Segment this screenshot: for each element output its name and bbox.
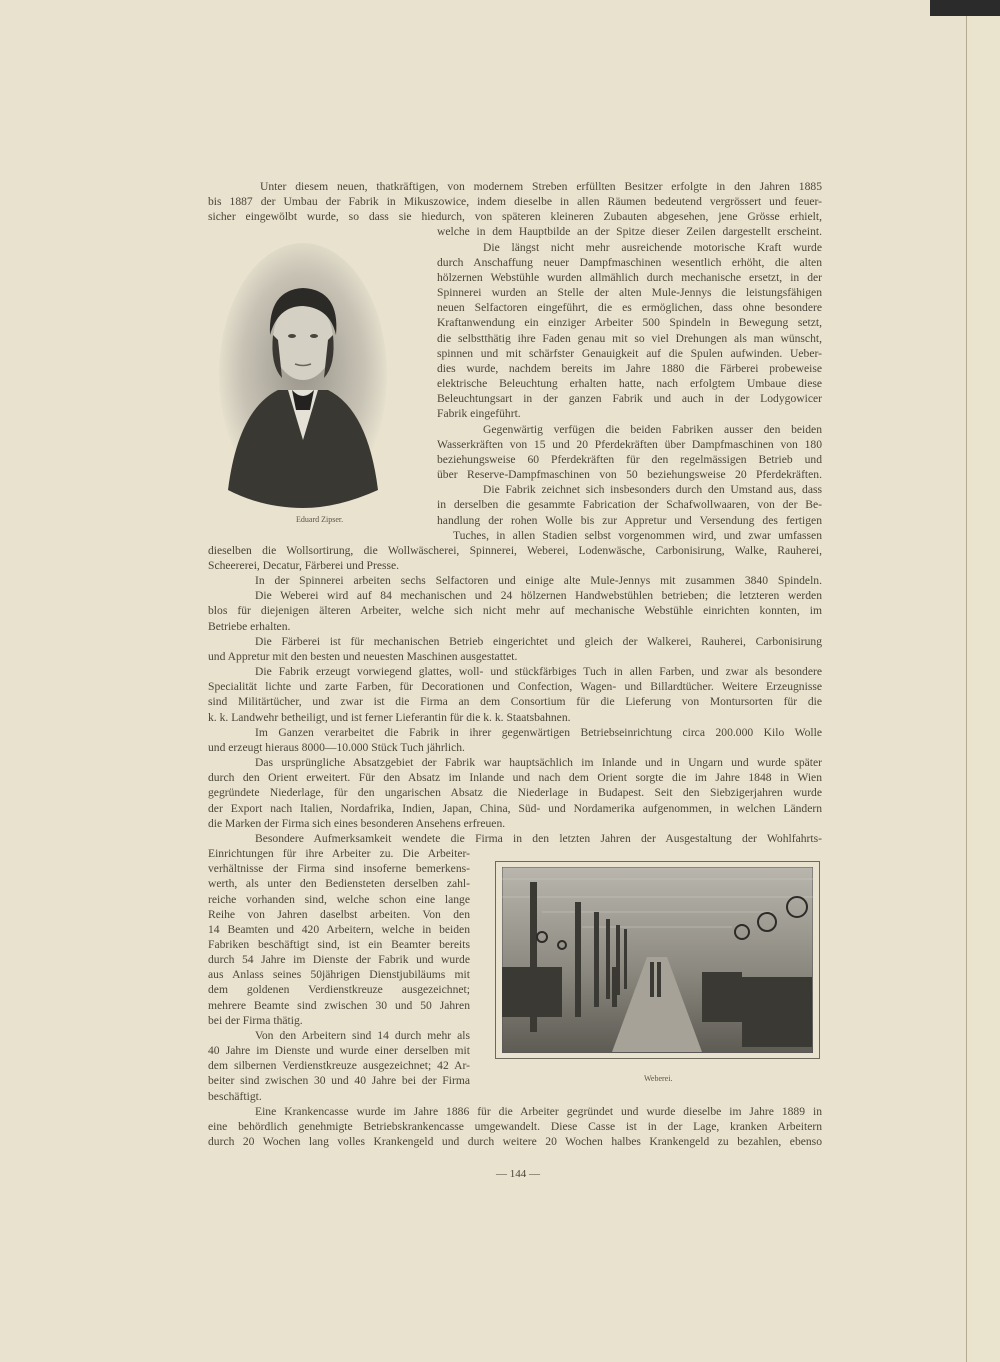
scan-background-strip xyxy=(930,0,1000,16)
text-line: Fabriken beschäftigt sind, ist ein Beamter bereits xyxy=(208,938,470,951)
text-line: sicher eingewölbt wurde, so dass sie hiedurch, von späteren kleineren Zubauten abgesehen, jene Grösse erhielt, xyxy=(208,210,822,224)
text-line: blos für diejenigen älteren Arbeiter, welche sich nicht mehr auf mechanische Webstühle einrichten konnten, im xyxy=(208,604,822,618)
text-line: Wasserkräften von 15 und 20 Pferdekräften über Dampfmaschinen von 180 xyxy=(437,437,822,451)
page-number: — 144 — xyxy=(496,1168,540,1180)
text-line: neuen Selfactoren eingeführt, die es ermöglichen, dass ohne besondere xyxy=(437,301,822,315)
text-line: dieselben die Wollsortirung, die Wollwäscherei, Spinnerei, Weberei, Lodenwäsche, Carbonisirung, Walke, Rauherei, xyxy=(208,543,822,557)
text-line: Betriebe erhalten. xyxy=(208,619,291,633)
text-line: Fabrik eingeführt. xyxy=(437,407,521,421)
text-line: spinnen und mit schärfster Genauigkeit auf die Spulen aufwinden. Ueber- xyxy=(437,346,822,360)
portrait-image-eduard-zipser xyxy=(218,240,388,510)
text-line: beiter sind zwischen 30 und 40 Jahre bei der Firma xyxy=(208,1074,470,1088)
text-line: verhältnisse der Firma sind insoferne bemerkens- xyxy=(208,862,470,876)
portrait-caption: Eduard Zipser. xyxy=(296,515,344,524)
text-line: werth, als unter den Bediensteten derselben zahl- xyxy=(208,877,470,891)
text-line: in derselben die gesammte Fabrication der Schafwollwaaren, von der Be- xyxy=(437,498,822,512)
text-line: die selbstthätig ihre Faden genau mit so viel Drehungen als man wünscht, xyxy=(437,331,822,345)
text-line: bis 1887 der Umbau der Fabrik in Mikuszowice, indem dieselbe in allen Räumen bedeutend vergrössert und feuer- xyxy=(208,195,822,209)
weberei-caption: Weberei. xyxy=(644,1074,673,1083)
text-line: beschäftigt. xyxy=(208,1089,262,1103)
text-line: Scheererei, Decatur, Färberei und Presse. xyxy=(208,559,400,572)
text-line: Die Färberei ist für mechanischen Betrieb eingerichtet und gleich der Walkerei, Rauherei, Carbonisirung xyxy=(255,634,822,648)
text-line: sind Militärtücher, und zwar ist die Firma an dem Consortium für die Lieferung von Montursorten für die xyxy=(208,695,822,709)
text-line: Spinnerei wurden an Stelle der alten Mule-Jennys die leistungsfähigen xyxy=(437,286,822,300)
text-line: handlung der rohen Wolle bis zur Appretur und Versendung des fertigen xyxy=(437,513,822,527)
text-line: reiche vorhanden sind, welche schon eine lange xyxy=(208,892,470,906)
text-line: dem silbernen Verdienstkreuze ausgezeichnet; 42 Ar- xyxy=(208,1059,470,1073)
text-line: 14 Beamten und 420 Arbeitern, welche in beiden xyxy=(208,922,470,936)
text-line: dem goldenen Verdienstkreuze ausgezeichnet; xyxy=(208,983,470,997)
text-line: durch 20 Wochen lang volles Krankengeld und durch weitere 20 Wochen halbes Krankengeld zu bezahlen, ebenso xyxy=(208,1135,822,1149)
text-line: dies wurde, nachdem bereits im Jahre 1880 die Färberei probeweise xyxy=(437,361,822,375)
text-line: mehrere Beamte sind zwischen 30 und 50 Jahren xyxy=(208,998,470,1012)
text-line: aus Anlass seines 50jährigen Dienstjubiläums mit xyxy=(208,968,470,982)
text-line: Das ursprüngliche Absatzgebiet der Fabrik war hauptsächlich im Inlande und in Ungarn und wurde später xyxy=(255,756,822,770)
text-line: durch 54 Jahre im Dienste der Fabrik und wurde xyxy=(208,953,470,967)
text-line: Von den Arbeitern sind 14 durch mehr als xyxy=(255,1028,470,1042)
text-line: elektrische Beleuchtung erhalten hatte, nach erfolgtem Umbaue diese xyxy=(437,377,822,391)
text-line: über Reserve-Dampfmaschinen von 50 beziehungsweise 20 Pferdekräften. xyxy=(437,468,822,482)
text-line: Die Weberei wird auf 84 mechanischen und 24 hölzernen Handwebstühlen betrieben; die letzteren werden xyxy=(255,589,822,603)
text-line: gegründete Niederlage, für den ungarischen Absatz die Niederlage in Budapest. Seit den Siebzigerjahren wurde xyxy=(208,786,822,800)
text-line: Einrichtungen für ihre Arbeiter zu. Die Arbeiter- xyxy=(208,847,470,861)
text-line: In der Spinnerei arbeiten sechs Selfactoren und einige alte Mule-Jennys mit zusammen 3840 Spindeln. xyxy=(255,574,822,588)
text-line: Im Ganzen verarbeitet die Fabrik in ihrer gegenwärtigen Betriebseinrichtung circa 200.000 Kilo Wolle xyxy=(255,725,822,739)
text-line: die Marken der Firma sich eines besonderen Ansehens erfreuen. xyxy=(208,816,506,830)
text-line: 40 Jahre im Dienste und wurde einer derselben mit xyxy=(208,1044,470,1058)
facing-page-edge xyxy=(966,16,1000,1362)
text-line: eine behördlich genehmigte Betriebskrankencasse umgewandelt. Diese Casse ist in der Lage, kranken Arbeitern xyxy=(208,1119,822,1133)
text-line: Beleuchtungsart in der ganzen Fabrik und auch in der Lodygowicer xyxy=(437,392,822,406)
text-line: Unter diesem neuen, thatkräftigen, von modernem Streben erfüllten Besitzer erfolgte in den Jahren 1885 xyxy=(260,180,822,193)
text-line: bei der Firma thätig. xyxy=(208,1013,303,1027)
text-line: der Export nach Italien, Nordafrika, Indien, Japan, China, Süd- und Nordamerika aufgenommen, in welchen Ländern xyxy=(208,801,822,815)
text-line: beziehungsweise 60 Pferdekräften für den regelmässigen Betrieb und xyxy=(437,452,822,466)
text-line: durch den Orient erweitert. Für den Absatz im Inlande und nach dem Orient sorgte die im Jahre 1848 in Wien xyxy=(208,771,822,785)
text-line: k. k. Landwehr betheiligt, und ist ferner Lieferantin für die k. k. Staatsbahnen. xyxy=(208,710,571,724)
text-line: Die längst nicht mehr ausreichende motorische Kraft wurde xyxy=(483,240,822,254)
text-line: durch Anschaffung neuer Dampfmaschinen wesentlich erhöht, die alten xyxy=(437,255,822,269)
text-line: Specialität lichte und zarte Farben, für Decorationen und Confection, Wagen- und Billardtücher. Weitere Erzeugnisse xyxy=(208,680,822,694)
text-line: Tuches, in allen Stadien selbst vorgenommen wird, und zwar umfassen xyxy=(453,528,822,542)
text-line: Die Fabrik erzeugt vorwiegend glattes, woll- und stückfärbiges Tuch in allen Farben, und zwar als besondere xyxy=(255,665,822,679)
text-line: welche in dem Hauptbilde an der Spitze dieser Zeilen dargestellt erscheint. xyxy=(437,225,822,239)
text-line: und erzeugt hieraus 8000—10.000 Stück Tuch jährlich. xyxy=(208,740,465,754)
text-line: Kraftanwendung ein einziger Arbeiter 500 Spindeln in Bewegung setzt, xyxy=(437,316,822,330)
text-line: und Appretur mit den besten und neuesten Maschinen ausgestattet. xyxy=(208,649,518,663)
text-line: hölzernen Webstühle wurden allmählich durch mechanische ersetzt, in der xyxy=(437,270,822,284)
text-line: Besondere Aufmerksamkeit wendete die Firma in den letzten Jahren der Ausgestaltung der Wohlfahrts- xyxy=(255,831,822,845)
weberei-illustration xyxy=(495,861,820,1059)
text-line: Die Fabrik zeichnet sich insbesonders durch den Umstand aus, dass xyxy=(483,483,822,497)
text-line: Gegenwärtig verfügen die beiden Fabriken ausser den beiden xyxy=(483,422,822,436)
text-line: Eine Krankencasse wurde im Jahre 1886 für die Arbeiter gegründet und wurde dieselbe im Jahre 1889 in xyxy=(255,1104,822,1118)
text-line: Reihe von Jahren daselbst arbeiten. Von den xyxy=(208,907,470,921)
